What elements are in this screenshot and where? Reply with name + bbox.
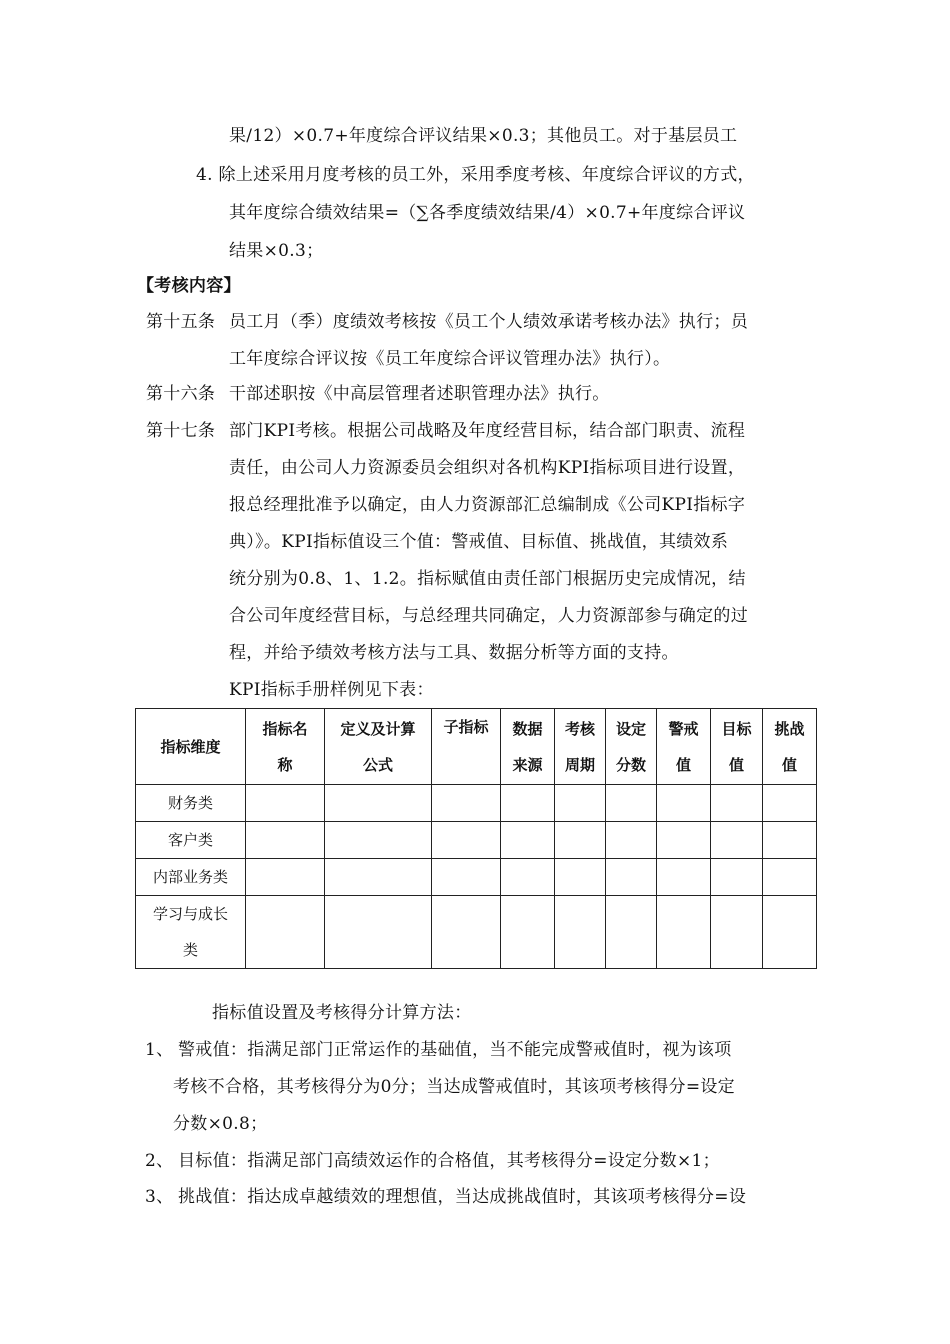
header-period: 考核 周期 bbox=[555, 709, 606, 785]
item-2-number: 2、 bbox=[145, 1151, 174, 1171]
table-row bbox=[136, 859, 817, 896]
table-header-row bbox=[136, 709, 817, 785]
article-15-heading: 第十五条 bbox=[146, 312, 216, 332]
header-set-score: 设定 分数 bbox=[606, 709, 657, 785]
row-label-customer: 客户类 bbox=[136, 822, 246, 859]
header-alert-value: 警戒 值 bbox=[657, 709, 711, 785]
header-dimension: 指标维度 bbox=[136, 709, 246, 785]
table-row bbox=[136, 822, 817, 859]
item-3-number: 3、 bbox=[145, 1187, 174, 1207]
section-title: 【考核内容】 bbox=[137, 276, 241, 296]
item-1-number: 1、 bbox=[145, 1040, 174, 1060]
table-row bbox=[136, 896, 817, 969]
article-17-text: 合公司年度经营目标，与总经理共同确定，人力资源部参与确定的过 bbox=[229, 606, 748, 626]
article-17-text: 统分别为0.8、1、1.2。指标赋值由责任部门根据历史完成情况，结 bbox=[229, 569, 746, 589]
item-1-text: 分数×0.8； bbox=[173, 1114, 268, 1134]
header-challenge-value: 挑战 值 bbox=[763, 709, 817, 785]
list-item-4: 4. 除上述采用月度考核的员工外，采用季度考核、年度综合评议的方式， bbox=[196, 165, 755, 185]
text-line: 其年度综合绩效结果=（∑各季度绩效结果/4）×0.7+年度综合评议 bbox=[229, 203, 746, 223]
row-label-finance: 财务类 bbox=[136, 785, 246, 822]
header-data-source: 数据 来源 bbox=[501, 709, 555, 785]
text-line: 结果×0.3； bbox=[229, 241, 324, 261]
article-17-text: 责任，由公司人力资源委员会组织对各机构KPI指标项目进行设置， bbox=[229, 458, 746, 478]
kpi-table-intro: KPI指标手册样例见下表： bbox=[229, 680, 434, 700]
calc-method-title: 指标值设置及考核得分计算方法： bbox=[212, 1003, 472, 1023]
item-1-text: 考核不合格，其考核得分为0分；当达成警戒值时，其该项考核得分=设定 bbox=[173, 1077, 735, 1097]
header-sub-indicator: 子指标 bbox=[432, 709, 501, 785]
article-17-heading: 第十七条 bbox=[146, 421, 216, 441]
item-1-text: 警戒值：指满足部门正常运作的基础值，当不能完成警戒值时，视为该项 bbox=[178, 1040, 732, 1060]
header-definition: 定义及计算 公式 bbox=[325, 709, 432, 785]
article-17-text: 程，并给予绩效考核方法与工具、数据分析等方面的支持。 bbox=[229, 643, 679, 663]
article-17-text: 报总经理批准予以确定，由人力资源部汇总编制成《公司KPI指标字 bbox=[229, 495, 746, 515]
article-15-text: 员工月（季）度绩效考核按《员工个人绩效承诺考核办法》执行；员 bbox=[229, 312, 748, 332]
item-2-text: 目标值：指满足部门高绩效运作的合格值，其考核得分=设定分数×1； bbox=[178, 1151, 720, 1171]
row-label-internal: 内部业务类 bbox=[136, 859, 246, 896]
header-indicator-name: 指标名 称 bbox=[246, 709, 325, 785]
article-17-text: 典）》。KPI指标值设三个值：警戒值、目标值、挑战值，其绩效系 bbox=[229, 532, 729, 552]
article-17-text: 部门KPI考核。根据公司战略及年度经营目标，结合部门职责、流程 bbox=[229, 421, 746, 441]
article-16-text: 干部述职按《中高层管理者述职管理办法》执行。 bbox=[229, 384, 610, 404]
table-row bbox=[136, 785, 817, 822]
article-16-heading: 第十六条 bbox=[146, 384, 216, 404]
text-line: 果/12）×0.7+年度综合评议结果×0.3；其他员工。对于基层员工 bbox=[229, 126, 738, 146]
kpi-table bbox=[135, 708, 817, 969]
header-target-value: 目标 值 bbox=[711, 709, 763, 785]
article-15-text: 工年度综合评议按《员工年度综合评议管理办法》执行）。 bbox=[229, 349, 671, 369]
row-label-learning: 学习与成长 类 bbox=[136, 896, 246, 969]
item-3-text: 挑战值：指达成卓越绩效的理想值，当达成挑战值时，其该项考核得分=设 bbox=[178, 1187, 747, 1207]
